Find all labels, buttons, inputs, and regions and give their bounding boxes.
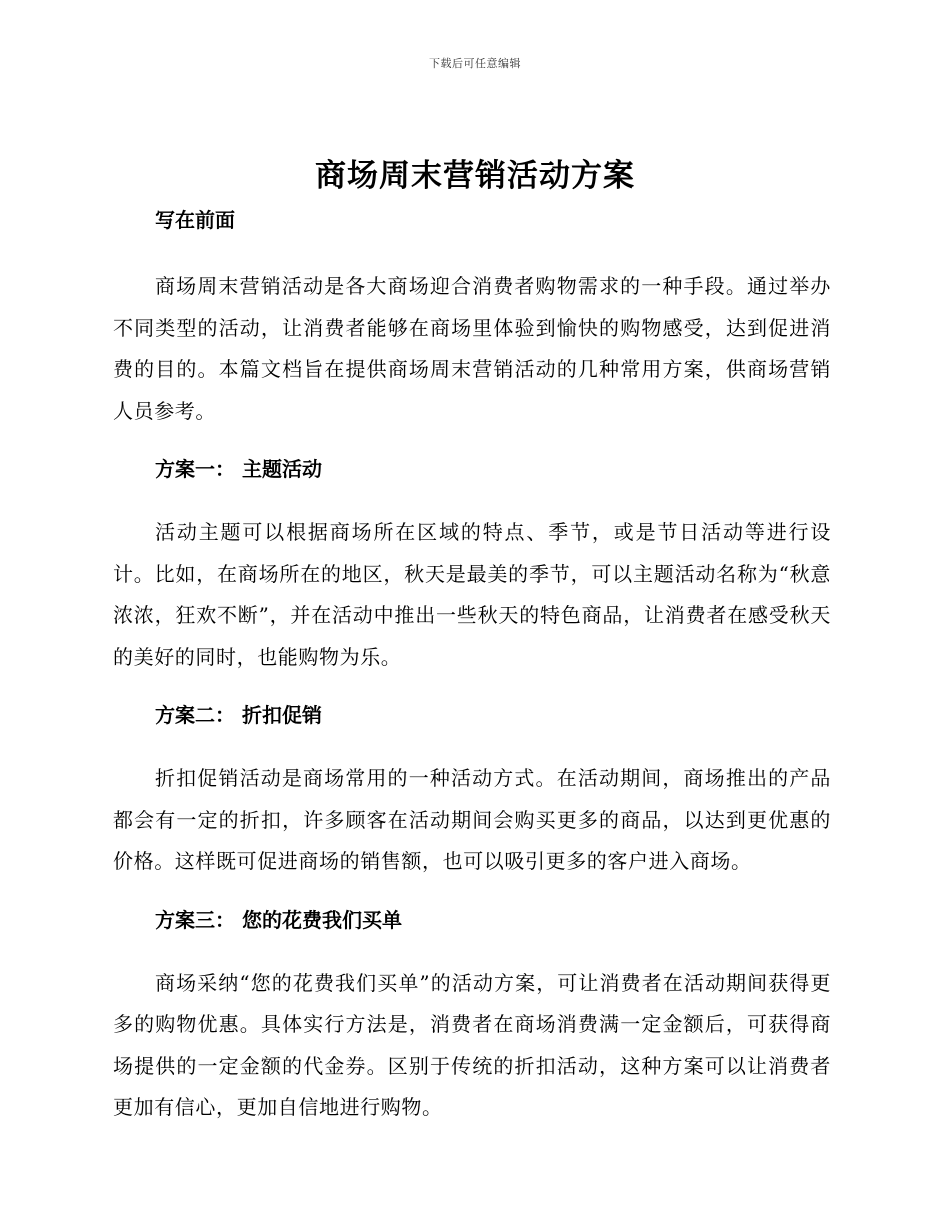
section-paragraph: 活动主题可以根据商场所在区域的特点、季节，或是节日活动等进行设计。比如，在商场所在的地区，秋天是最美的季节，可以主题活动名称为“秋意浓浓，狂欢不断”，并在活动中推出一些秋天的特色商品，让消费者在感受秋天的美好的同时，也能购物为乐。 [113,520,831,669]
section-heading: 方案一： 主题活动 [155,457,322,481]
section-plan-two [113,700,831,883]
section-paragraph: 商场采纳“您的花费我们买单”的活动方案，可让消费者在活动期间获得更多的购物优惠。具体实行方法是，消费者在商场消费满一定金额后，可获得商场提供的一定金额的代金券。区别于传统的折扣活动，这种方案可以让消费者更加有信心，更加自信地进行购物。 [113,970,831,1119]
section-paragraph: 商场周末营销活动是各大商场迎合消费者购物需求的一种手段。通过举办不同类型的活动，让消费者能够在商场里体验到愉快的购物感受，达到促进消费的目的。本篇文档旨在提供商场周末营销活动的几种常用方案，供商场营销人员参考。 [113,274,831,423]
section-heading: 方案三： 您的花费我们买单 [155,907,402,932]
section-paragraph: 折扣促销活动是商场常用的一种活动方式。在活动期间，商场推出的产品都会有一定的折扣，许多顾客在活动期间会购买更多的商品，以达到更优惠的价格。这样既可促进商场的销售额，也可以吸引更多的客户进入商场。 [113,766,831,873]
header-note: 下载后可任意编辑 [429,57,521,70]
section-intro [113,205,831,432]
section-heading: 写在前面 [155,208,235,232]
document-body [113,205,831,1129]
section-plan-three [113,905,831,1129]
section-plan-one [113,454,831,678]
document-title: 商场周末营销活动方案 [315,158,635,194]
section-heading: 方案二： 折扣促销 [155,703,322,727]
